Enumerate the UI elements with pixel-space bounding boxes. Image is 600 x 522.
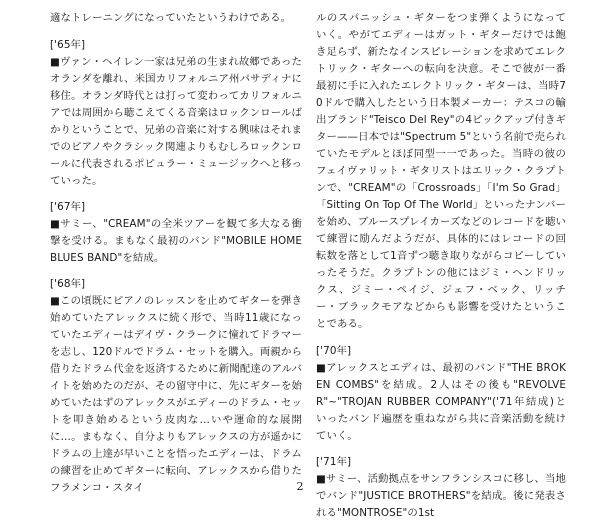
year-heading-1965: ['65年] — [50, 39, 86, 51]
year-heading-1971: ['71年] — [316, 456, 352, 468]
left-intro-paragraph: 適なトレーニングになっていたというわけである。 — [50, 12, 292, 24]
paragraph-1970: ■アレックスとエディは、最初のバンド"THE BROKEN COMBS"を結成。2人はその後も"REVOLVER"~"TROJAN RUBBER COMPANY"('71年結成)といったバンド遍歴を重ねながら共に音楽活動を続けていく。 — [316, 362, 566, 442]
year-heading-1970: ['70年] — [316, 345, 352, 357]
page-number: 2 — [296, 480, 304, 493]
year-heading-1967: ['67年] — [50, 201, 86, 213]
paragraph-1968: ■この頃既にピアノのレッスンを止めてギターを弾き始めていたアレックスに続く形で、当時11歳になっていたエディーはデイヴ・クラークに憧れてドラマーを志し、120ドルでドラム・セットを購入。両親から借りたドラム代金を返済するために新聞配達のアルバイトを始めたのだが、その留守中に、先にギターを始めていたはずのアレックスがエディーのドラム・セットを叩き始めるという皮肉な…いや運命的な展開に…。まもなく、自分よりもアレックスの方が遥かにドラムの上達が早いことを悟ったエディーは、ドラムの練習を止めてギターに転向、アレックスから借りたフラメンコ・スタイ — [50, 295, 302, 494]
left-column — [50, 10, 302, 497]
right-intro-paragraph: ルのスパニッシュ・ギターをつま弾くようになっていく。やがてエディーはガット・ギターだけでは飽き足らず、新たなインスピレーションを求めてエレクトリック・ギターへの転向を決意。そこで彼が一番最初に手に入れたエレクトリック・ギターは、当時70ドルで購入したという日本製メーカー：テスコの輸出ブランド"Teisco Del Rey"の4ピックアップ付きギター——日本では"Spectrum 5"という名前で売られていたモデルとほぼ同型一一であった。当時の彼のフェイヴァリット・ギタリストはエリック・クラプトンで、"CREAM"の「Crossroads」「I'm So Grad」「Sitting On Top Of The World」といったナンバーを始め、ブルースプレイカーズなどのレコードを聴いて練習に励んだようだが、具体的にはレコードの回転数を落として1音ずつ聴き取りながらコピーしていったそうだ。クラプトンの他にはジミ・ヘンドリックス、ジミー・ペイジ、ジェフ・ベック、リッチー・ブラックモアなどからも影響を受けたということである。 — [316, 12, 567, 330]
paragraph-1967: ■サミー、"CREAM"の全米ツアーを観て多大なる衝撃を受ける。まもなく最初のバンド"MOBILE HOME BLUES BAND"を結成。 — [50, 218, 302, 264]
right-column — [316, 10, 566, 522]
paragraph-1971: ■サミー、活動拠点をサンフランシスコに移し、当地でバンド"JUSTICE BROTHERS"を結成。後に発表される"MONTROSE"の1st — [316, 473, 566, 519]
year-heading-1968: ['68年] — [50, 278, 86, 290]
paragraph-1965: ■ヴァン・ヘイレン一家は兄弟の生まれ故郷であったオランダを離れ、米国カリフォルニア州パサディナに移住。オランダ時代とは打って変わってカリフォルニアでは周囲から聴こえてくる音楽はロックンロールばかりということで、兄弟の音楽に対する興味はそれまでのピアノやクラシック関連よりもむしろロックンロールに代表されるポピュラー・ミュージックへと移っていった。 — [50, 56, 302, 187]
